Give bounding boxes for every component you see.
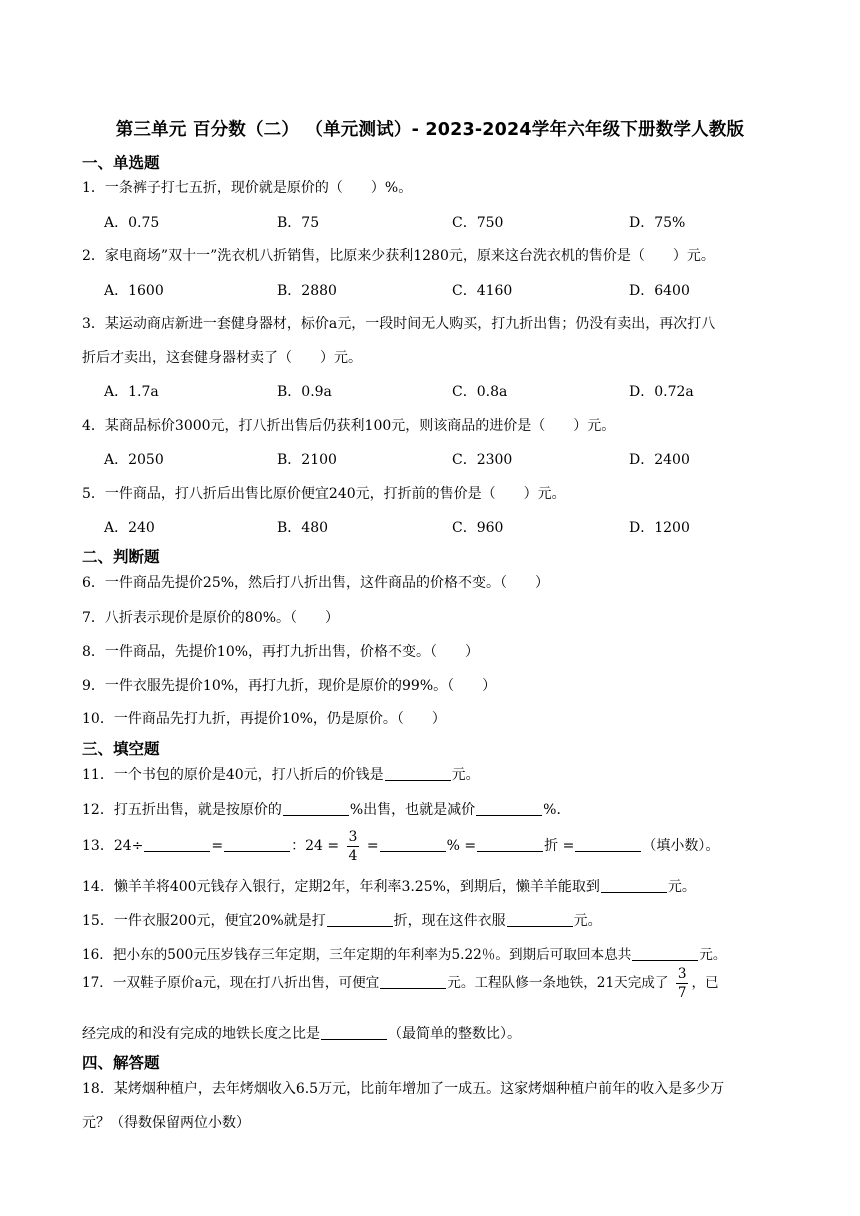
option-a: A．1600 xyxy=(104,283,164,299)
section-heading-solve: 四、解答题 xyxy=(82,1054,160,1072)
section-heading-single-choice: 一、单选题 xyxy=(82,154,160,172)
answer-blank[interactable] xyxy=(575,837,641,852)
answer-blank[interactable] xyxy=(380,837,446,852)
option-d: D．6400 xyxy=(629,283,690,299)
question-1: 1．一条裤子打七五折，现价就是原价的（ ）%。 xyxy=(82,180,413,196)
question-8: 8．一件商品，先提价10%，再打九折出售，价格不变。（ ） xyxy=(82,644,480,660)
answer-blank[interactable] xyxy=(507,912,573,927)
question-10: 10．一件商品先打九折，再提价10%，仍是原价。（ ） xyxy=(82,711,446,727)
answer-blank[interactable] xyxy=(476,801,542,816)
option-a: A．2050 xyxy=(104,452,164,468)
answer-blank[interactable] xyxy=(283,801,349,816)
question-14: 14．懒羊羊将400元钱存入银行，定期2年，年利率3.25%，到期后，懒羊羊能取到 元。 xyxy=(82,879,696,895)
option-d: D．2400 xyxy=(629,452,690,468)
question-17-line-2: 经完成的和没有完成的地铁长度之比是 （最简单的整数比）。 xyxy=(82,1026,521,1042)
question-3-line-2: 折后才卖出，这套健身器材卖了（ ）元。 xyxy=(82,350,362,366)
question-3-line-1: 3．某运动商店新进一套健身器材，标价a元，一段时间无人购买，打九折出售；仍没有卖出，再次打八 xyxy=(82,316,716,332)
question-9: 9．一件衣服先提价10%，再打九折，现价是原价的99%。（ ） xyxy=(82,678,497,694)
option-c: C．960 xyxy=(452,520,504,536)
answer-blank[interactable] xyxy=(144,837,210,852)
option-b: B．0.9a xyxy=(277,384,332,400)
option-b: B．2880 xyxy=(277,283,337,299)
option-d: D．0.72a xyxy=(629,384,694,400)
option-d: D．1200 xyxy=(629,520,690,536)
option-b: B．2100 xyxy=(277,452,337,468)
question-4: 4．某商品标价3000元，打八折出售后仍获利100元，则该商品的进价是（ ）元。 xyxy=(82,418,616,434)
answer-blank[interactable] xyxy=(321,1025,387,1040)
option-c: C．750 xyxy=(452,215,504,231)
answer-blank[interactable] xyxy=(385,766,451,781)
option-c: C．0.8a xyxy=(452,384,508,400)
question-17-line-1: 17．一双鞋子原价a元，现在打八折出售，可便宜 元。工程队修一条地铁，21天完成了 $\frac{3}{7}$ ，已 xyxy=(82,966,719,1001)
question-6: 6．一件商品先提价25%，然后打八折出售，这件商品的价格不变。（ ） xyxy=(82,575,550,591)
option-a: A．1.7a xyxy=(104,384,159,400)
section-heading-fill-blank: 三、填空题 xyxy=(82,740,160,758)
question-13: 13．24÷ = ：24 = $\frac{3}{4}$ = % = 折 = （填小数）。 xyxy=(82,828,720,864)
question-16: 16．把小东的500元压岁钱存三年定期，三年定期的年利率为5.22％。到期后可取回本息共 元。 xyxy=(82,947,727,963)
option-d: D．75% xyxy=(629,215,686,231)
answer-blank[interactable] xyxy=(477,837,543,852)
option-a: A．0.75 xyxy=(104,215,160,231)
section-heading-true-false: 二、判断题 xyxy=(82,548,160,566)
question-18-line-1: 18．某烤烟种植户，去年烤烟收入6.5万元，比前年增加了一成五。这家烤烟种植户前年的收入是多少万 xyxy=(82,1081,725,1097)
answer-blank[interactable] xyxy=(224,837,290,852)
answer-blank[interactable] xyxy=(632,946,698,961)
answer-blank[interactable] xyxy=(327,912,393,927)
question-7: 7．八折表示现价是原价的80%。（ ） xyxy=(82,610,340,626)
question-5: 5．一件商品，打八折后出售比原价便宜240元，打折前的售价是（ ）元。 xyxy=(82,486,566,502)
answer-blank[interactable] xyxy=(601,878,667,893)
page-title: 第三单元 百分数（二） （单元测试）- 2023-2024学年六年级下册数学人教版 xyxy=(115,120,745,140)
option-a: A．240 xyxy=(104,520,155,536)
question-11: 11．一个书包的原价是40元，打八折后的价钱是 元。 xyxy=(82,767,480,783)
answer-blank[interactable] xyxy=(380,974,446,989)
question-2: 2．家电商场”双十一”洗衣机八折销售，比原来少获利1280元，原来这台洗衣机的售价是（ ）元。 xyxy=(82,248,715,264)
option-b: B．480 xyxy=(277,520,329,536)
option-c: C．2300 xyxy=(452,452,513,468)
option-b: B．75 xyxy=(277,215,320,231)
fraction-3-7: $\frac{3}{7}$ xyxy=(677,966,687,1001)
fraction-3-4: $\frac{3}{4}$ xyxy=(348,828,358,864)
question-18-line-2: 元？（得数保留两位小数） xyxy=(82,1115,250,1131)
option-c: C．4160 xyxy=(452,283,513,299)
question-15: 15．一件衣服200元，便宜20%就是打 折，现在这件衣服 元。 xyxy=(82,913,602,929)
question-12: 12．打五折出售，就是按原价的 %出售，也就是减价 %． xyxy=(82,802,571,818)
